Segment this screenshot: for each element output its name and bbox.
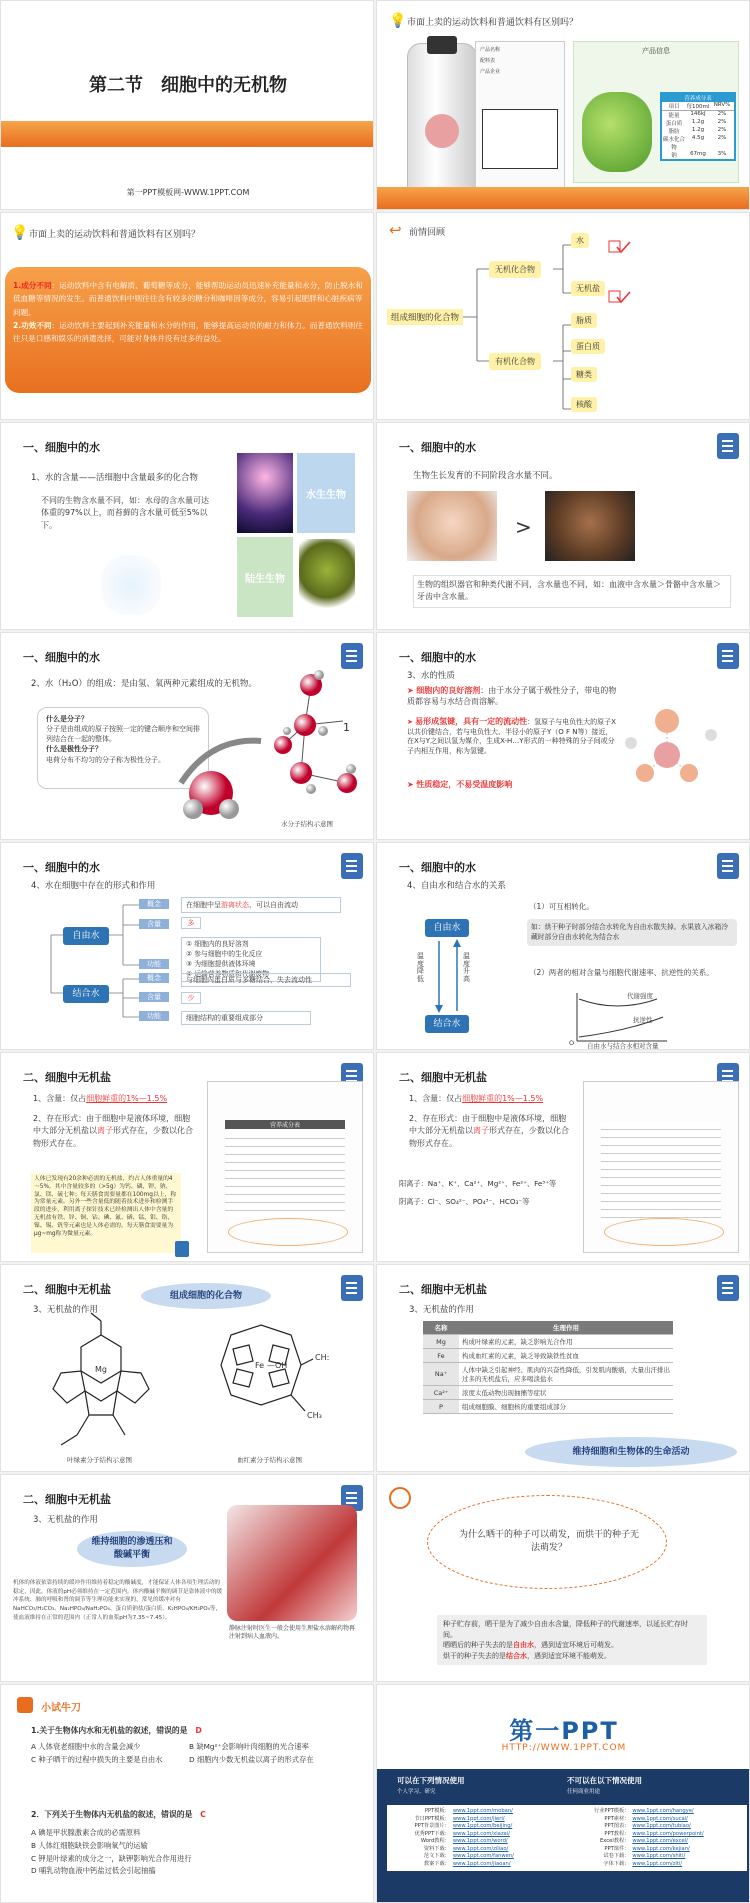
table-cell: P — [423, 1400, 459, 1414]
salt-form-line: 2、存在形式：由于细胞中是液体环境，细胞中大部分无机盐以离子形式存在，少数以化合物形式存在。 — [409, 1114, 569, 1148]
link-label: Word教程： — [420, 1838, 450, 1845]
water-splash-image — [101, 555, 161, 615]
p2-text: ：运动饮料主要起到补充能量和水分的作用，能够提高运动员的耐力和体力。而普通饮料则往往只是口感和娱乐的消遣选择，可能对身体并没有过多的益处。 — [13, 320, 363, 344]
curve-label-resistance: 抗逆性 — [633, 1016, 653, 1024]
allowed-item: 个人学习、研究 — [397, 1789, 436, 1795]
link-label: 优秀PPT下载： — [414, 1830, 450, 1837]
slide-brand — [376, 1684, 750, 1903]
seed-answer-2: 晒晒后的种子失去的是自由水，遇到适宜环境后可萌发。 — [443, 1641, 618, 1649]
baby-image — [407, 491, 497, 561]
nutrition-row — [662, 135, 734, 151]
nutrition-cell: 2% — [717, 119, 727, 125]
salt-content-line: 1、含量：仅占细胞鲜重的1%—1.5% — [33, 1094, 168, 1103]
section-heading: 一、细胞中的水 — [399, 651, 476, 664]
nutrition-cell: 钠 — [671, 153, 677, 159]
nutrition-cell: 146kJ — [690, 111, 706, 117]
quiz-icon — [17, 1697, 33, 1713]
tag-function-b: 功能 — [139, 1011, 169, 1021]
product-info-card — [573, 41, 739, 183]
link-row — [390, 1816, 744, 1824]
salt-content-line: 1、含量：仅占细胞鲜重的1%—1.5% — [409, 1094, 544, 1103]
table-cell: 组成细胞膜、细胞核的重要组成部分 — [459, 1400, 673, 1414]
nutrition-cell: 4.5g — [691, 135, 705, 141]
oh-label: —OH — [267, 1361, 288, 1370]
composition-line: 2、水（H₂O）的组成：是由氢、氧两种元素组成的无机物。 — [31, 679, 257, 689]
a-polar: 电荷分布不均匀的分子称为极性分子。 — [46, 755, 165, 764]
option[interactable]: C 种子晒干的过程中损失的主要是自由水 — [31, 1754, 163, 1764]
link-label: PPT背景图片： — [414, 1823, 450, 1830]
seed-answer-1: 种子贮存前，晒干是为了减少自由水含量，降低种子的代谢速率，以延长贮存时间。 — [443, 1620, 688, 1639]
hydrogen-bond-diagram — [377, 633, 750, 840]
brand-footer — [377, 1769, 750, 1903]
tag-concept: 概念 — [139, 899, 169, 909]
property-1-head: 细胞内的良好溶剂 — [416, 686, 481, 695]
table-row — [423, 1349, 673, 1363]
diagram-caption: 水分子结构示意图 — [281, 820, 333, 828]
nutrition-cell: 1.2g — [691, 119, 705, 125]
nutrition-table-title: 营养成分表 — [662, 94, 734, 102]
bookmark-icon — [175, 1241, 189, 1257]
cation-line: 阳离子：Na⁺、K⁺、Ca²⁺、Mg²⁺、Fe²⁺、Fe³⁺等 — [399, 1179, 557, 1188]
product-info-title: 产品信息 — [642, 47, 670, 55]
section-heading: 一、细胞中的水 — [23, 861, 100, 874]
option[interactable]: D 细胞内少数无机盐以离子的形式存在 — [189, 1754, 314, 1764]
link-label: PPT图表： — [604, 1823, 630, 1830]
footer-text: 第一PPT模板网-WWW.1PPT.COM — [126, 188, 250, 197]
slide-salt-function-3 — [0, 1474, 374, 1682]
tag-function: 功能 — [139, 959, 169, 969]
function-line: 3、无机盐的作用 — [33, 1305, 98, 1315]
nutrition-row — [662, 151, 734, 159]
link[interactable]: www.1ppt.com/sucai/ — [632, 1815, 688, 1822]
link[interactable]: www.1ppt.com/excel/ — [632, 1838, 688, 1845]
salt-form-line: 2、存在形式：由于细胞中是液体环境，细胞中大部分无机盐以离子形式存在，少数以化合物形式存在。 — [33, 1114, 193, 1148]
label-title: 营养成分表 — [225, 1120, 345, 1129]
q2-options — [31, 1827, 192, 1878]
table-row — [423, 1363, 673, 1386]
growth-line: 生物生长发育的不同阶段含水量不同。 — [413, 471, 558, 481]
apple-image — [582, 92, 652, 172]
nutrition-cell: 2% — [717, 127, 727, 133]
terrestrial-label: 陆生生物 — [237, 537, 293, 617]
option[interactable]: B 人体红细胞缺铁会影响氧气的运输 — [31, 1840, 148, 1850]
option[interactable]: D 哺乳动物血液中钙盐过低会引起抽搐 — [31, 1866, 156, 1876]
down-label: 温度降低 — [417, 952, 424, 984]
option[interactable]: B 缺Mg²⁺会影响叶肉细胞的光合速率 — [189, 1742, 309, 1751]
tag-amount-b: 含量 — [139, 992, 169, 1002]
question-text: 市面上卖的运动饮料和普通饮料有区别吗？ — [407, 18, 579, 28]
return-icon: ↩ — [389, 221, 402, 239]
inorganic-node: 无机化合物 — [489, 261, 541, 278]
link-row — [390, 1823, 744, 1831]
slide-water-forms — [0, 842, 374, 1050]
brand-logo: 第一PPT — [509, 1717, 619, 1745]
free-water-box: 自由水 — [425, 919, 469, 937]
salt-function-table — [423, 1321, 673, 1414]
slide-drink-question — [376, 0, 750, 210]
link[interactable]: www.1ppt.com/powerpoint/ — [632, 1830, 704, 1837]
curve-label-metabolism: 代谢强度 — [627, 992, 653, 1000]
relation-point-1: （1）可互相转化。 — [529, 902, 594, 911]
link[interactable]: www.1ppt.com/hangye/ — [632, 1808, 694, 1814]
table-row — [423, 1335, 673, 1349]
link-row — [390, 1861, 744, 1869]
slide-review — [376, 212, 750, 420]
up-label: 温度升高 — [463, 952, 470, 984]
slide-title — [0, 0, 374, 210]
nutrition-cell: 脂肪 — [668, 129, 680, 135]
nutrition-header-cell: 项目 — [668, 104, 680, 110]
p1-head: 1.成分不同 — [13, 281, 52, 290]
slide-seed-question — [376, 1474, 750, 1682]
function-item: ③ 为细胞提供液体环境 — [186, 959, 256, 968]
property-2-text: ：氢原子与电负性大的原子X以共价键结合，若与电负性大、半径小的原子Y（O F N等）接近，在X与Y之间以氢为媒介，生成X-H…Y形式的一种特殊的分子间或分子内相互作用，称为氢键。 — [407, 718, 616, 755]
p1-text: ：运动饮料中含有电解质、葡萄糖等成分，能够帮助运动员迅速补充能量和水分，防止脱水和低血糖等情况的发生。而普通饮料中则往往含有较多的糖分和咖啡因等成分，容易引起肥胖和心脏疾病等问题。 — [13, 281, 363, 317]
nutrition-cell: 3% — [717, 151, 727, 157]
property-3: ➤ 性质稳定，不易受温度影响 — [407, 780, 513, 789]
link-row — [390, 1831, 744, 1839]
free-concept-box: 在细胞中呈游离状态，可以自由流动 — [181, 897, 341, 913]
slide-salt-function-1 — [0, 1264, 374, 1472]
nutrition-table — [660, 92, 736, 161]
function-item: ① 细胞内的良好溶剂 — [186, 940, 249, 948]
table-cell: Ca²⁺ — [423, 1386, 459, 1400]
link-label: 资料下载： — [423, 1845, 450, 1852]
table-cell: Mg — [423, 1335, 459, 1349]
leaf-node: 蛋白质 — [571, 339, 605, 354]
link-label: Excel教程： — [600, 1838, 630, 1845]
heme-caption: 血红素分子结构示意图 — [237, 1456, 302, 1464]
iv-image — [227, 1505, 357, 1621]
nutrition-label — [475, 41, 565, 191]
section-heading: 二、细胞中无机盐 — [399, 1283, 487, 1296]
section-heading: 一、细胞中的水 — [399, 861, 476, 874]
water-molecule-diagram — [1, 633, 374, 840]
nutrition-row — [662, 111, 734, 119]
ingredients-label: 配料表 — [480, 58, 496, 64]
link-label: PPT素材： — [604, 1815, 630, 1822]
seed-answer-box — [437, 1615, 707, 1665]
leaf-node: 核酸 — [571, 397, 597, 412]
conversion-arrows — [377, 843, 750, 1050]
link[interactable]: www.1ppt.com/moban/ — [452, 1808, 513, 1814]
greater-sign: > — [515, 515, 532, 539]
slide-salt-ions — [376, 1052, 750, 1262]
section-heading: 二、细胞中无机盐 — [23, 1493, 111, 1506]
link[interactable]: www.1ppt.com/kejian/ — [632, 1845, 690, 1852]
quiz-title: 小试牛刀 — [41, 1703, 81, 1714]
tag-concept-b: 概念 — [139, 973, 169, 983]
slide-title-text: 第二节 细胞中的无机物 — [89, 75, 287, 96]
table-cell: 构成叶绿素的元素，缺乏影响光合作用 — [459, 1335, 673, 1349]
link[interactable]: www.1ppt.com/shiti/ — [632, 1853, 686, 1860]
slide-water-properties — [376, 632, 750, 840]
q2-answer: C — [200, 1810, 206, 1819]
q2-text: 2．下列关于生物体内无机盐的叙述，错误的是 — [31, 1810, 193, 1819]
function-item: ② 参与细胞中的生化反应 — [186, 949, 263, 958]
function-line: 3、无机盐的作用 — [409, 1305, 474, 1315]
life-activity-pill: 维持细胞和生物体的生命活动 — [525, 1437, 737, 1467]
ch-label: CH: — [315, 1353, 330, 1362]
link[interactable]: www.1ppt.com/fanwen/ — [452, 1853, 514, 1860]
bulb-icon: 💡 — [11, 225, 29, 241]
slide-water-composition — [0, 632, 374, 840]
nutrition-header-cell: NRV% — [713, 102, 731, 108]
th-name: 名称 — [423, 1321, 459, 1335]
nutrition-header-row — [662, 102, 734, 111]
slide-salt-content — [0, 1052, 374, 1262]
salt-note-box: 人体已发现有20余种必需的无机盐，约占人体重量的4～5%，其中含量较多的（>5g）为钙、磷、钾、钠、氯、镁、硫七种；每天膳食需要量都在100mg以上，称为常量元素。另外一些含量低的随着技术进步和检测手段的进步，利用离子探针技术已经检测出人体中含量的无机盐有铁、锌、铜、钴、碘、氟、硒、锰、钼、铬、镍、锡、钒等元素也是人体必需的，每天膳食需要量为μg~mg称为微量元素。 — [31, 1173, 181, 1253]
osmotic-pill: 维持细胞的渗透压和酸碱平衡 — [77, 1531, 187, 1567]
relation-line: 4、自由水和结合水的关系 — [407, 881, 506, 891]
nutrition-row — [662, 127, 734, 135]
nutrition-header-cell: 每100ml — [686, 104, 710, 110]
seed-answer-3: 烘干的种子失去的是结合水，遇到适宜环境不能萌发。 — [443, 1651, 611, 1660]
section-heading: 二、细胞中无机盐 — [23, 1071, 111, 1084]
nutrition-cell: 碳水化合物 — [662, 137, 685, 151]
property-3-head: 性质稳定，不易受温度影响 — [416, 780, 513, 789]
forbidden-title: 不可以在以下情况使用 — [567, 1776, 642, 1785]
bottle-image — [407, 43, 477, 193]
chlorophyll-caption: 叶绿素分子结构示意图 — [67, 1456, 132, 1464]
function-line: 3、无机盐的作用 — [33, 1515, 98, 1525]
table-cell: Fe — [423, 1349, 459, 1363]
option-row — [31, 1741, 371, 1754]
relation-point-2: （2）两者的相对含量与细胞代谢速率、抗逆性的关系。 — [529, 968, 714, 977]
link-row — [390, 1853, 744, 1861]
label-image — [207, 1081, 363, 1253]
tag-amount: 含量 — [139, 919, 169, 929]
orange-band — [1, 121, 374, 147]
q1-text: 1.关于生物体内水和无机盐的叙述，错误的是 — [31, 1726, 188, 1735]
mg-label: Mg — [95, 1365, 107, 1374]
link[interactable]: www.1ppt.com/tubiao/ — [632, 1823, 691, 1830]
option[interactable]: A 人体衰老细胞中水的含量会减少 — [31, 1742, 141, 1751]
bound-function: 细胞结构的重要组成部分 — [181, 1011, 311, 1025]
document-icon — [717, 433, 739, 459]
fe-label: Fe — [255, 1361, 265, 1370]
section-heading: 二、细胞中无机盐 — [399, 1071, 487, 1084]
buffer-paragraph: 机体的体液依靠持续的缓冲作用维持着稳定的酸碱度，才能保证人体各项生理活动的稳定，因此，体液的pH必须维持在一定范围内。体内酸碱平衡的调节是靠体液中的缓冲系统、肺的呼吸和肾的调节等生理功能来实现的，常见的缓冲对有NaHCO₃/H₂CO₃、Na₂HPO₄/NaH₂PO₄、蛋白质钠盐/蛋白质、K₂HPO₄/KH₂PO₄等，使血液维持在正常的范围内（正常人的血浆pH为7.35~7.45）。 — [13, 1580, 223, 1621]
link[interactable]: www.1ppt.com/word/ — [452, 1838, 508, 1845]
property-2: ➤ 易形成氢键，具有一定的流动性：氢原子与电负性大的原子X以共价键结合，若与电负性大、半径小的原子Y（O F N等）接近，在X与Y之间以氢为媒介，生成X-H…Y形式的一种特殊的分子间或分子内相互作用，称为氢键。 — [407, 717, 616, 755]
link-label: 范文下载： — [423, 1853, 450, 1860]
q-molecule: 什么是分子？ — [46, 715, 88, 723]
nutrition-cell: 2% — [717, 135, 727, 141]
elder-image — [545, 491, 635, 561]
section-heading: 一、细胞中的水 — [399, 441, 476, 454]
link[interactable]: www.1ppt.com/jiaoan/ — [452, 1860, 511, 1867]
nutrition-cell: 1.2g — [691, 127, 705, 133]
seed-question: 为什么晒干的种子可以萌发，而烘干的种子无法萌发？ — [459, 1530, 640, 1553]
anion-line: 阴离子：Cl⁻、SO₄²⁻、PO₄³⁻、HCO₃⁻等 — [399, 1197, 530, 1206]
link[interactable]: www.1ppt.com/beijing/ — [452, 1823, 513, 1830]
free-water-node: 自由水 — [63, 927, 109, 945]
x-axis-label: 自由水与结合水相对含量 — [587, 1042, 659, 1050]
slide-water-growth — [376, 422, 750, 630]
property-1-text: ：由于水分子属于极性分子，带电的物质都容易与水结合而溶解。 — [407, 686, 617, 707]
free-amount: 多 — [181, 917, 201, 929]
diagram-number: 1 — [343, 721, 350, 734]
leaf-node: 糖类 — [571, 367, 597, 382]
table-cell: 浓度太低动物出现抽搐等症状 — [459, 1386, 673, 1400]
answer-box — [5, 267, 371, 393]
forms-line: 4、水在细胞中存在的形式和作用 — [31, 881, 156, 891]
link[interactable]: www.1ppt.com/ziliao/ — [452, 1845, 509, 1852]
link[interactable]: www.1ppt.com/ziti/ — [632, 1860, 683, 1867]
bound-amount: 少 — [181, 992, 201, 1004]
q1-options — [31, 1741, 371, 1767]
leaf-node: 无机盐 — [571, 281, 605, 296]
allowed-title: 可以在下列情况使用 — [397, 1776, 465, 1785]
link-label: PPT课件： — [604, 1845, 630, 1852]
link-label: 字体下载： — [603, 1860, 630, 1867]
q2 — [31, 1809, 206, 1820]
a-molecule: 分子是由组成的原子按照一定的键合顺序和空间排列结合在一起的整体。 — [46, 725, 200, 744]
slide-salt-function-2 — [376, 1264, 750, 1472]
bulb-icon: 💡 — [389, 13, 407, 29]
property-2-head: 易形成氢键，具有一定的流动性 — [415, 717, 528, 726]
link-grid — [387, 1805, 747, 1871]
slide-water-relation — [376, 842, 750, 1050]
nutrition-cell: 蛋白质 — [665, 121, 683, 127]
slide-drink-difference — [0, 212, 374, 420]
slide-water-content — [0, 422, 374, 630]
producer-label: 产品企业 — [480, 69, 501, 75]
nutrition-cell: 2% — [717, 111, 727, 117]
q1-answer: D — [195, 1726, 202, 1735]
th-function: 生理作用 — [459, 1321, 673, 1335]
section-heading: 一、细胞中的水 — [23, 441, 100, 454]
table-row — [423, 1386, 673, 1400]
review-title: 前情回顾 — [409, 228, 446, 238]
label-image — [583, 1081, 739, 1253]
molecule-structures — [1, 1265, 374, 1472]
root-node: 组成细胞的化合物 — [387, 309, 463, 325]
nutrition-cell: 67mg — [690, 151, 706, 157]
option[interactable]: A 碘是甲状腺激素合成的必需原料 — [31, 1828, 141, 1837]
tissue-line: 生物的组织器官和种类代谢不同，含水量也不同，如：血液中含水量＞骨骼中含水量＞牙齿中含水量。 — [413, 575, 731, 608]
water-content-line: 1、水的含量——活细胞中含量最多的化合物 — [31, 473, 198, 483]
nutrition-cell: 能量 — [668, 113, 680, 119]
leaf-node: 脂质 — [571, 313, 597, 328]
table-cell: Na⁺ — [423, 1363, 459, 1386]
slide-quiz — [0, 1684, 374, 1903]
link-row — [390, 1838, 744, 1846]
jellyfish-image — [237, 453, 293, 533]
link[interactable]: www.1ppt.com/jieri/ — [452, 1815, 505, 1822]
q1 — [31, 1725, 202, 1736]
document-icon — [717, 1275, 739, 1301]
question-text: 市面上卖的运动饮料和普通饮料有区别吗？ — [29, 230, 201, 240]
origin-label: O — [569, 1039, 575, 1047]
water-content-note: 不同的生物含水量不同，如：水母的含水量可达体重的97%以上，而苔藓的含水量可低至5%以下。 — [41, 496, 209, 530]
moss-image — [299, 539, 355, 617]
leaf-node: 水 — [571, 233, 589, 248]
link-label: 行业PPT模板： — [593, 1808, 630, 1814]
properties-line: 3、水的性质 — [407, 671, 455, 681]
head-icon — [389, 1487, 411, 1509]
property-1: ➤ 细胞内的良好溶剂：由于水分子属于极性分子，带电的物质都容易与水结合而溶解。 — [407, 686, 617, 707]
table-cell: 人体中缺乏引起神经、肌肉的兴奋性降低，引发肌肉酸痛，大量出汗排出过多的无机盐后，应多喝淡盐水 — [459, 1363, 673, 1386]
link-label: PPT教程： — [604, 1830, 630, 1837]
option-row — [31, 1754, 371, 1767]
brand-url: HTTP://WWW.1PPT.COM — [501, 1743, 627, 1753]
orange-band-right — [377, 187, 750, 209]
link-row — [390, 1808, 744, 1816]
table-cell: 构成血红素的元素，缺乏导致缺铁性贫血 — [459, 1349, 673, 1363]
ch3-label: CH₃ — [307, 1411, 322, 1420]
aquatic-label: 水生生物 — [297, 453, 355, 533]
relation-note: 如：烘干种子时部分结合水转化为自由水散失掉。水果放入冰箱冷藏时部分自由水转化为结合水 — [527, 919, 737, 946]
nutrition-row — [662, 119, 734, 127]
link-label: 教案下载： — [423, 1860, 450, 1867]
bound-water-box: 结合水 — [425, 1015, 469, 1033]
section-heading: 一、细胞中的水 — [23, 651, 100, 664]
link-label: 试卷下载： — [603, 1853, 630, 1860]
link-label: PPT模板： — [424, 1808, 450, 1814]
link[interactable]: www.1ppt.com/xiazai/ — [452, 1830, 510, 1837]
table-row — [423, 1400, 673, 1414]
forbidden-item: 任何商业用途 — [567, 1789, 601, 1795]
bound-concept: 与细胞内蛋白质与多糖结合，失去流动性 — [181, 973, 351, 987]
iv-caption: 静脉注射时医生一般会使用生理盐水溶解药物再注射到病人血液内。 — [229, 1625, 356, 1641]
bound-water-node: 结合水 — [63, 985, 109, 1003]
organic-node: 有机化合物 — [489, 353, 541, 370]
section-heading: 二、细胞中无机盐 — [23, 1283, 111, 1296]
option[interactable]: C 钾是叶绿素的成分之一，缺钾影响光合作用进行 — [31, 1853, 192, 1863]
product-name-label: 产品名称 — [480, 47, 501, 53]
compound-pill: 组成细胞的化合物 — [141, 1283, 271, 1309]
function-item: ④ 运输营养物质和代谢废物 — [186, 969, 270, 978]
link-label: 节日PPT模板： — [414, 1815, 450, 1822]
p2-head: 2.功效不同 — [13, 320, 52, 330]
q-polar: 什么是极性分子？ — [46, 745, 102, 754]
